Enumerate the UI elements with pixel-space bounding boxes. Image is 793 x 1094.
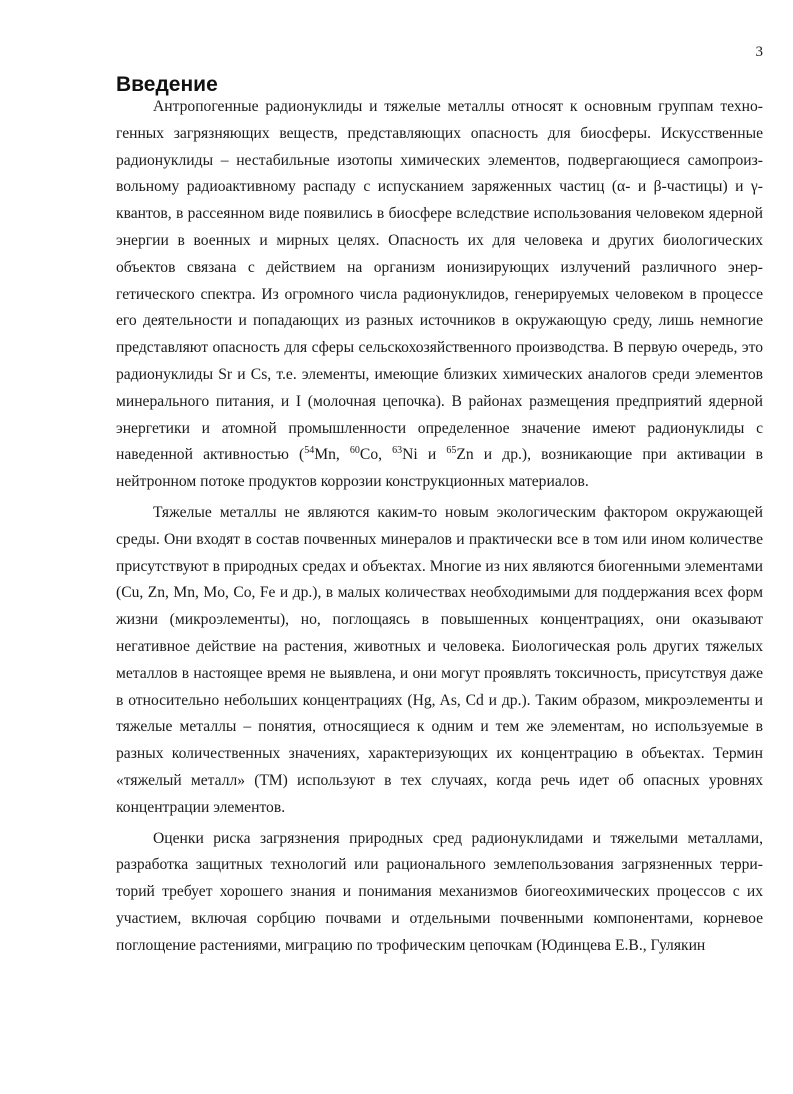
paragraph-1 [116,94,763,496]
isotope-mn-mass: 54 [304,445,315,457]
isotope-zn-mass: 65 [446,445,457,457]
section-heading: Введение [116,73,218,96]
isotope-ni-symbol: Ni и [402,446,447,464]
isotope-co-mass: 60 [349,445,360,457]
page-number: 3 [755,44,763,60]
isotope-zn-symbol: Zn [456,446,474,464]
body-text [116,94,763,960]
paragraph-1-text-a: Антропогенные радионуклиды и тяжелые металлы относят к основным группам техногенных загрязняющих веществ, представляющих опасность для биосферы. Искусственные радионуклиды – нестабильные изотопы химических элементов, подвергающиеся самопроизвольному радиоактивному распаду с испусканием заряженных частиц (α- и β-частицы) и γ-квантов, в рассеянном виде появились в биосфере вследствие использования человеком ядерной энергии в военных и мирных целях. Опасность их для человека и других биологических объектов связана с действием на организм ионизирующих излучений различного энергетического спектра. Из огромного числа радионуклидов, генерируемых человеком в процессе его деятельности и попадающих из разных источников в окружающую среду, лишь немногие представляют опасность для сферы сельскохозяйственного производства. В первую очередь, это радионуклиды Sr и Cs, т.е. элементы, имеющие близких химических аналогов среди элементов минерального питания, и I (молочная цепочка). В районах размещения предприятий ядерной энергетики и атомной промышленности определенное значение имеют радионуклиды с наведенной активностью ( [116,98,763,464]
paragraph-1-text-b: и др.), возникающие при активации в нейтронном потоке продуктов коррозии конструкционных материалов. [116,446,763,491]
paragraph-3: Оценки риска загрязнения природных сред радионуклидами и тяжелыми металлами, разработка защитных технологий или рационального землепользования загрязненных территорий требует хорошего знания и понимания механизмов биогеохимических процессов с их участием, включая сорбцию почвами и отдельными почвенными компонентами, корневое поглощение растениями, миграцию по трофическим цепочкам (Юдинцева Е.В., Гулякин [116,829,763,954]
isotope-ni-mass: 63 [392,445,403,457]
isotope-mn-symbol: Mn, [314,446,350,464]
isotope-co-symbol: Co, [359,446,393,464]
paragraph-2: Тяжелые металлы не являются каким-то новым экологическим фактором окружающей среды. Они входят в состав почвенных минералов и практически все в том или ином количестве присутствуют в природных средах и объектах. Многие из них являются биогенными элементами (Cu, Zn, Mn, Mo, Co, Fe и др.), в малых количествах необходимыми для поддержания всех форм жизни (микроэлементы), но, поглощаясь в повышенных концентрациях, они оказывают негативное действие на растения, животных и человека. Биологическая роль других тяжелых металлов в настоящее время не выявлена, и они могут проявлять токсичность, присутствуя даже в относительно небольших концентрациях (Hg, As, Cd и др.). Таким образом, микроэлементы и тяжелые металлы – понятия, относящиеся к одним и тем же элементам, но используемые в разных количественных значениях, характеризующих их концентрацию в объектах. Термин «тяжелый металл» (ТМ) используют в тех случаях, когда речь идет об опасных уровнях концентрации элементов. [116,503,763,816]
